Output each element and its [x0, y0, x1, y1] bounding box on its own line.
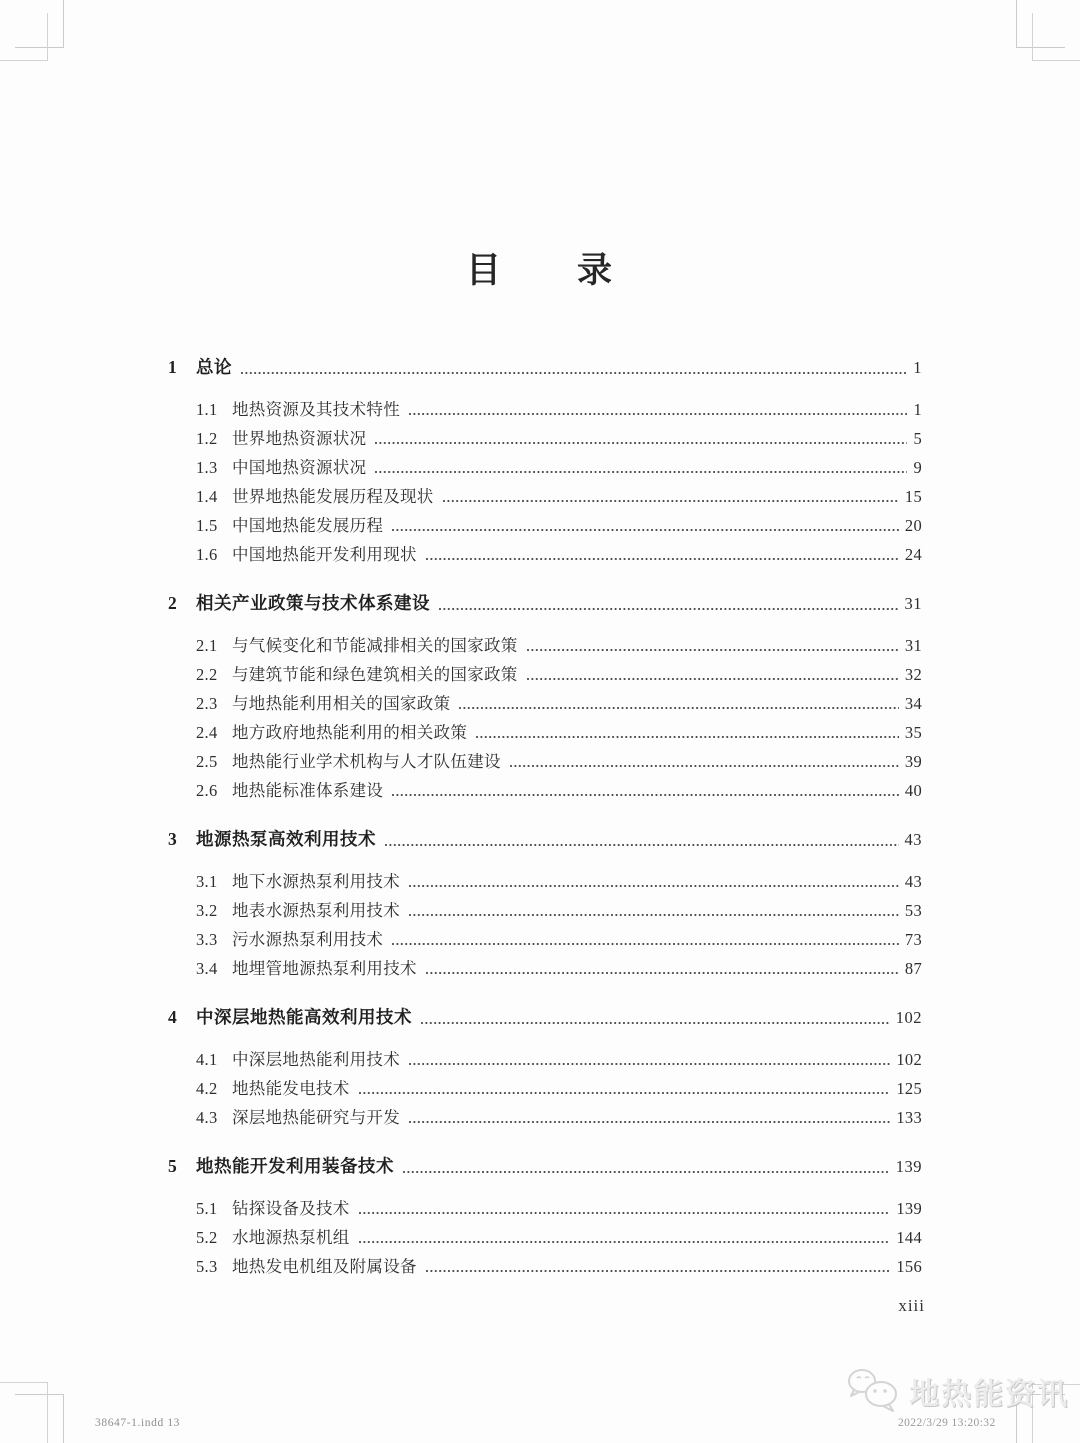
- entry-number: 3.4: [196, 959, 218, 978]
- toc-entry-row: [168, 718, 922, 747]
- toc-entry-row: [168, 631, 922, 660]
- toc-entry-row: [168, 660, 922, 689]
- toc-entry-row: [168, 395, 922, 424]
- dot-leader: [421, 1002, 890, 1033]
- entry-number: 1.2: [196, 429, 218, 448]
- chapter-number: 2: [168, 593, 178, 613]
- toc-entry-row: [168, 1045, 922, 1074]
- toc-section: [168, 1151, 922, 1281]
- dot-leader: [439, 588, 899, 619]
- entry-page: 32: [904, 665, 922, 684]
- entry-title: 中国地热能开发利用现状: [232, 545, 417, 564]
- dot-leader: [527, 660, 899, 689]
- toc-entry-row: [168, 1252, 922, 1281]
- entry-number: 5.2: [196, 1228, 218, 1247]
- printers-mark: 38647-1.indd 13: [95, 1417, 181, 1429]
- dot-leader: [409, 867, 899, 896]
- dot-leader: [459, 689, 898, 718]
- entry-title: 地方政府地热能利用的相关政策: [232, 723, 468, 742]
- toc-section: [168, 824, 922, 983]
- entry-page: 24: [904, 545, 922, 564]
- chapter-title: 总论: [196, 357, 232, 377]
- toc-entry-row: [168, 689, 922, 718]
- entry-page: 34: [904, 694, 922, 713]
- entry-number: 2.4: [196, 723, 218, 742]
- toc-subentries: [168, 395, 922, 569]
- entry-page: 144: [896, 1228, 922, 1247]
- entry-number: 2.3: [196, 694, 218, 713]
- entry-page: 156: [896, 1257, 922, 1276]
- entry-title: 中国地热资源状况: [232, 458, 367, 477]
- entry-title: 污水源热泵利用技术: [232, 930, 384, 949]
- toc-chapter-row: [168, 588, 922, 619]
- page-title: 目 录: [465, 251, 614, 290]
- chapter-number: 4: [168, 1007, 178, 1027]
- entry-title: 地热能发电技术: [232, 1079, 350, 1098]
- chapter-number: 1: [168, 357, 178, 377]
- toc-subentries: [168, 867, 922, 983]
- dot-leader: [527, 631, 899, 660]
- entry-number: 5.3: [196, 1257, 218, 1276]
- entry-title: 地热发电机组及附属设备: [232, 1257, 417, 1276]
- chapter-number: 3: [168, 829, 178, 849]
- dot-leader: [375, 424, 907, 453]
- toc-entry-row: [168, 1223, 922, 1252]
- entry-page: 5: [913, 429, 922, 448]
- watermark-label: 地热能资讯: [909, 1378, 1069, 1411]
- dot-leader: [359, 1194, 891, 1223]
- toc-section: [168, 1002, 922, 1132]
- dot-leader: [476, 718, 899, 747]
- entry-title: 钻探设备及技术: [232, 1199, 350, 1218]
- entry-page: 73: [904, 930, 922, 949]
- entry-page: 39: [904, 752, 922, 771]
- watermark: [845, 1366, 1069, 1416]
- toc-entry-row: [168, 453, 922, 482]
- toc-entry-row: [168, 747, 922, 776]
- dot-leader: [385, 824, 899, 855]
- toc-chapter-row: [168, 1151, 922, 1182]
- print-timestamp: 2022/3/29 13:20:32: [898, 1417, 996, 1429]
- entry-number: 2.6: [196, 781, 218, 800]
- dot-leader: [241, 352, 907, 383]
- entry-number: 5.1: [196, 1199, 218, 1218]
- page-number: xiii: [898, 1296, 925, 1315]
- entry-title: 地热能行业学术机构与人才队伍建设: [232, 752, 501, 771]
- dot-leader: [392, 776, 899, 805]
- toc-section: [168, 588, 922, 805]
- entry-number: 1.6: [196, 545, 218, 564]
- toc-chapter-row: [168, 352, 922, 383]
- dot-leader: [409, 896, 899, 925]
- toc-entry-row: [168, 1103, 922, 1132]
- chapter-title: 地热能开发利用装备技术: [196, 1156, 394, 1176]
- toc-entry-row: [168, 1074, 922, 1103]
- entry-page: 43: [904, 872, 922, 891]
- toc-entry-row: [168, 896, 922, 925]
- entry-number: 3.2: [196, 901, 218, 920]
- entry-title: 地热能标准体系建设: [232, 781, 384, 800]
- toc-subentries: [168, 1045, 922, 1132]
- entry-number: 4.3: [196, 1108, 218, 1127]
- entry-page: 20: [904, 516, 922, 535]
- chapter-page: 1: [913, 358, 922, 377]
- entry-number: 1.3: [196, 458, 218, 477]
- dot-leader: [392, 511, 899, 540]
- entry-number: 4.1: [196, 1050, 218, 1069]
- entry-page: 1: [913, 400, 922, 419]
- table-of-contents: [168, 352, 922, 1281]
- entry-page: 40: [904, 781, 922, 800]
- chapter-page: 139: [895, 1157, 922, 1176]
- toc-entry-row: [168, 1194, 922, 1223]
- dot-leader: [403, 1151, 890, 1182]
- chapter-number: 5: [168, 1156, 178, 1176]
- wechat-icon: [845, 1366, 903, 1416]
- entry-page: 31: [904, 636, 922, 655]
- dot-leader: [426, 1252, 891, 1281]
- entry-title: 与建筑节能和绿色建筑相关的国家政策: [232, 665, 518, 684]
- entry-number: 1.1: [196, 400, 218, 419]
- dot-leader: [510, 747, 899, 776]
- entry-title: 地表水源热泵利用技术: [232, 901, 400, 920]
- crop-mark-top-right-inner: [1032, 13, 1080, 61]
- crop-mark-top-left-inner: [0, 13, 48, 61]
- entry-title: 水地源热泵机组: [232, 1228, 350, 1247]
- entry-title: 世界地热能发展历程及现状: [232, 487, 434, 506]
- dot-leader: [375, 453, 907, 482]
- entry-title: 深层地热能研究与开发: [232, 1108, 400, 1127]
- entry-title: 世界地热资源状况: [232, 429, 367, 448]
- entry-page: 9: [913, 458, 922, 477]
- entry-number: 4.2: [196, 1079, 218, 1098]
- dot-leader: [409, 395, 907, 424]
- chapter-page: 102: [895, 1008, 922, 1027]
- dot-leader: [426, 540, 899, 569]
- entry-number: 1.4: [196, 487, 218, 506]
- chapter-title: 地源热泵高效利用技术: [196, 829, 376, 849]
- entry-page: 87: [904, 959, 922, 978]
- entry-number: 3.1: [196, 872, 218, 891]
- entry-title: 地热资源及其技术特性: [232, 400, 400, 419]
- entry-title: 与气候变化和节能减排相关的国家政策: [232, 636, 518, 655]
- toc-section: [168, 352, 922, 569]
- toc-entry-row: [168, 424, 922, 453]
- entry-number: 1.5: [196, 516, 218, 535]
- entry-number: 2.5: [196, 752, 218, 771]
- entry-title: 中国地热能发展历程: [232, 516, 384, 535]
- entry-number: 2.1: [196, 636, 218, 655]
- entry-title: 与地热能利用相关的国家政策: [232, 694, 451, 713]
- entry-page: 102: [896, 1050, 922, 1069]
- entry-page: 35: [904, 723, 922, 742]
- dot-leader: [359, 1074, 891, 1103]
- toc-entry-row: [168, 867, 922, 896]
- crop-mark-bottom-left-inner: [0, 1382, 48, 1443]
- toc-entry-row: [168, 954, 922, 983]
- entry-title: 地下水源热泵利用技术: [232, 872, 400, 891]
- dot-leader: [409, 1103, 890, 1132]
- dot-leader: [426, 954, 899, 983]
- dot-leader: [443, 482, 899, 511]
- entry-page: 125: [896, 1079, 922, 1098]
- toc-entry-row: [168, 511, 922, 540]
- dot-leader: [409, 1045, 890, 1074]
- entry-title: 中深层地热能利用技术: [232, 1050, 400, 1069]
- chapter-page: 31: [904, 594, 922, 613]
- toc-entry-row: [168, 925, 922, 954]
- entry-number: 3.3: [196, 930, 218, 949]
- toc-entry-row: [168, 776, 922, 805]
- entry-number: 2.2: [196, 665, 218, 684]
- toc-subentries: [168, 1194, 922, 1281]
- entry-page: 139: [896, 1199, 922, 1218]
- entry-page: 133: [896, 1108, 922, 1127]
- chapter-title: 中深层地热能高效利用技术: [196, 1007, 412, 1027]
- entry-title: 地埋管地源热泵利用技术: [232, 959, 417, 978]
- chapter-page: 43: [904, 830, 922, 849]
- dot-leader: [359, 1223, 891, 1252]
- dot-leader: [392, 925, 899, 954]
- toc-entry-row: [168, 482, 922, 511]
- toc-chapter-row: [168, 1002, 922, 1033]
- toc-subentries: [168, 631, 922, 805]
- chapter-title: 相关产业政策与技术体系建设: [196, 593, 430, 613]
- entry-page: 15: [904, 487, 922, 506]
- toc-entry-row: [168, 540, 922, 569]
- toc-chapter-row: [168, 824, 922, 855]
- entry-page: 53: [904, 901, 922, 920]
